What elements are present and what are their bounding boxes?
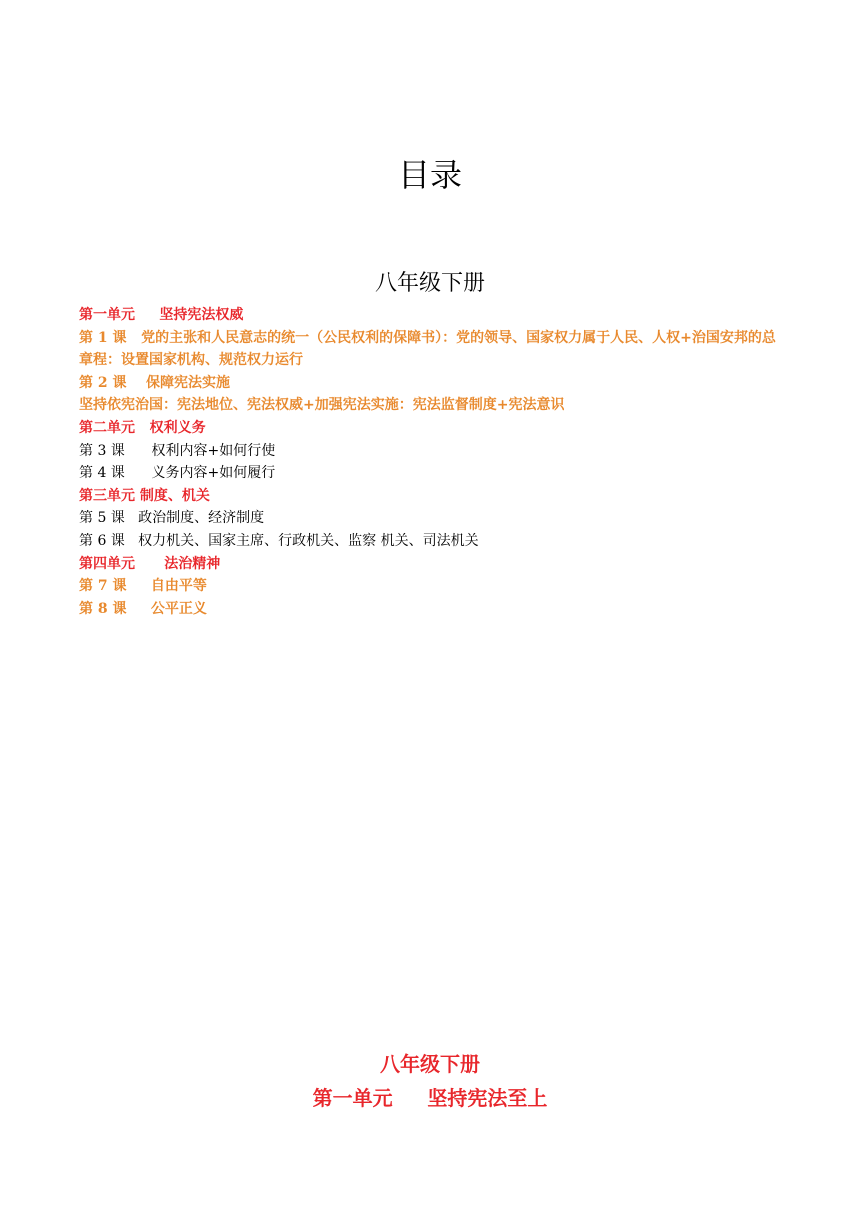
- grade-heading: 八年级下册: [374, 271, 485, 296]
- toc-line[interactable]: 第 1 课 党的主张和人民意志的统一（公民权利的保障书）：党的领导、国家权力属于人民、人权+治国安邦的总章程：设置国家机构、规范权力运行: [79, 329, 776, 369]
- toc-line[interactable]: 第 5 课 政治制度、经济制度: [79, 510, 265, 527]
- toc-line[interactable]: 第三单元 制度、机关: [79, 487, 210, 504]
- toc-line[interactable]: 第 2 课 保障宪法实施: [79, 374, 230, 391]
- toc-line[interactable]: 第二单元 权利义务: [79, 419, 206, 436]
- page-title: 目录: [397, 156, 462, 194]
- table-of-contents: [79, 304, 789, 620]
- section-grade-heading: 八年级下册: [380, 1052, 480, 1076]
- toc-line[interactable]: 坚持依宪治国：宪法地位、宪法权威+加强宪法实施：宪法监督制度+宪法意识: [79, 397, 565, 414]
- toc-line[interactable]: 第 7 课 自由平等: [79, 578, 207, 595]
- toc-line[interactable]: 第四单元 法治精神: [79, 555, 221, 572]
- toc-line[interactable]: 第 6 课 权力机关、国家主席、行政机关、监察 机关、司法机关: [79, 532, 479, 549]
- toc-line[interactable]: 第 3 课 权利内容+如何行使: [79, 442, 276, 459]
- toc-line[interactable]: 第一单元 坚持宪法权威: [79, 307, 244, 323]
- toc-line[interactable]: 第 4 课 义务内容+如何履行: [79, 465, 276, 482]
- section-unit-heading: 第一单元 坚持宪法至上: [312, 1086, 548, 1110]
- toc-line[interactable]: 第 8 课 公平正义: [79, 600, 207, 617]
